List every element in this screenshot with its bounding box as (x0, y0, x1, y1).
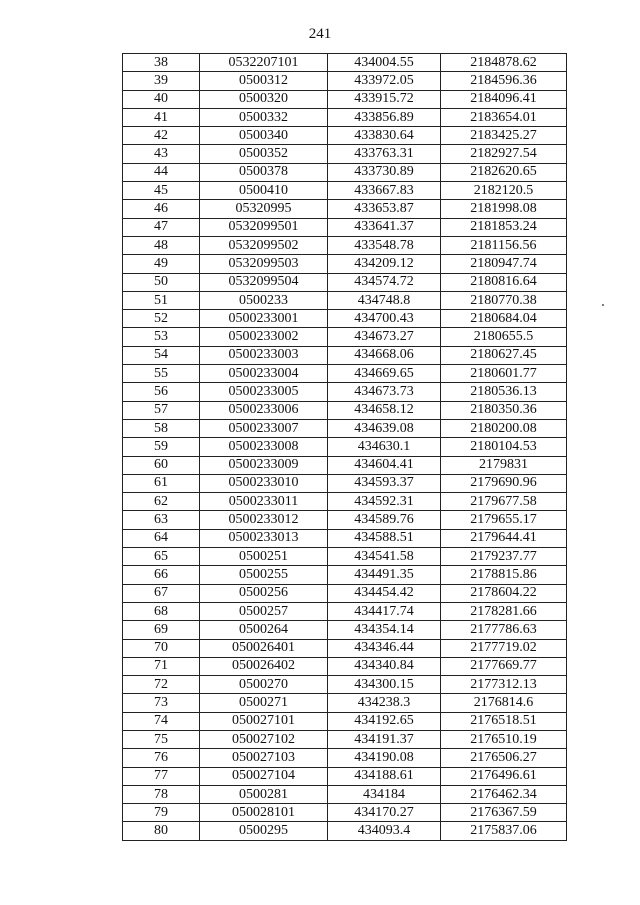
point-id-cell: 0500378 (200, 163, 328, 181)
table-row (123, 822, 567, 840)
table-row (123, 493, 567, 511)
table-row (123, 712, 567, 730)
y-coordinate-cell: 2183654.01 (441, 108, 567, 126)
x-coordinate-cell: 434541.58 (328, 548, 441, 566)
y-coordinate-cell: 2181156.56 (441, 236, 567, 254)
y-coordinate-cell: 2175837.06 (441, 822, 567, 840)
row-number-cell: 51 (123, 291, 200, 309)
table-row (123, 639, 567, 657)
y-coordinate-cell: 2179237.77 (441, 548, 567, 566)
point-id-cell: 0500233010 (200, 474, 328, 492)
table-row (123, 236, 567, 254)
point-id-cell: 0532207101 (200, 54, 328, 72)
table-row (123, 328, 567, 346)
table-row (123, 218, 567, 236)
point-id-cell: 050027103 (200, 749, 328, 767)
y-coordinate-cell: 2180200.08 (441, 419, 567, 437)
row-number-cell: 68 (123, 602, 200, 620)
point-id-cell: 0500251 (200, 548, 328, 566)
point-id-cell: 0500270 (200, 676, 328, 694)
x-coordinate-cell: 434668.06 (328, 346, 441, 364)
point-id-cell: 0500256 (200, 584, 328, 602)
table-row (123, 529, 567, 547)
table-row (123, 621, 567, 639)
y-coordinate-cell: 2176496.61 (441, 767, 567, 785)
x-coordinate-cell: 433548.78 (328, 236, 441, 254)
y-coordinate-cell: 2176367.59 (441, 804, 567, 822)
x-coordinate-cell: 434639.08 (328, 419, 441, 437)
row-number-cell: 64 (123, 529, 200, 547)
x-coordinate-cell: 434340.84 (328, 657, 441, 675)
x-coordinate-cell: 434417.74 (328, 602, 441, 620)
table-row (123, 273, 567, 291)
point-id-cell: 0500233008 (200, 438, 328, 456)
table-row (123, 785, 567, 803)
row-number-cell: 69 (123, 621, 200, 639)
point-id-cell: 0500233012 (200, 511, 328, 529)
point-id-cell: 0500410 (200, 182, 328, 200)
table-row (123, 419, 567, 437)
y-coordinate-cell: 2176814.6 (441, 694, 567, 712)
x-coordinate-cell: 434170.27 (328, 804, 441, 822)
y-coordinate-cell: 2180627.45 (441, 346, 567, 364)
point-id-cell: 0500340 (200, 127, 328, 145)
point-id-cell: 0500264 (200, 621, 328, 639)
row-number-cell: 50 (123, 273, 200, 291)
point-id-cell: 050026401 (200, 639, 328, 657)
row-number-cell: 70 (123, 639, 200, 657)
y-coordinate-cell: 2176506.27 (441, 749, 567, 767)
table-row (123, 127, 567, 145)
page-number: 241 (308, 26, 332, 42)
x-coordinate-cell: 434589.76 (328, 511, 441, 529)
point-id-cell: 0500233002 (200, 328, 328, 346)
row-number-cell: 73 (123, 694, 200, 712)
row-number-cell: 65 (123, 548, 200, 566)
y-coordinate-cell: 2179690.96 (441, 474, 567, 492)
table-row (123, 474, 567, 492)
point-id-cell: 0500257 (200, 602, 328, 620)
row-number-cell: 43 (123, 145, 200, 163)
row-number-cell: 40 (123, 90, 200, 108)
row-number-cell: 67 (123, 584, 200, 602)
point-id-cell: 05320995 (200, 200, 328, 218)
point-id-cell: 0500233006 (200, 401, 328, 419)
point-id-cell: 0532099501 (200, 218, 328, 236)
point-id-cell: 0500312 (200, 72, 328, 90)
point-id-cell: 050026402 (200, 657, 328, 675)
y-coordinate-cell: 2179831 (441, 456, 567, 474)
x-coordinate-cell: 433641.37 (328, 218, 441, 236)
y-coordinate-cell: 2177312.13 (441, 676, 567, 694)
x-coordinate-cell: 434354.14 (328, 621, 441, 639)
row-number-cell: 48 (123, 236, 200, 254)
x-coordinate-cell: 433763.31 (328, 145, 441, 163)
point-id-cell: 0532099503 (200, 255, 328, 273)
table-row (123, 676, 567, 694)
row-number-cell: 47 (123, 218, 200, 236)
row-number-cell: 62 (123, 493, 200, 511)
point-id-cell: 0500233 (200, 291, 328, 309)
y-coordinate-cell: 2176518.51 (441, 712, 567, 730)
table-row (123, 383, 567, 401)
row-number-cell: 63 (123, 511, 200, 529)
x-coordinate-cell: 433653.87 (328, 200, 441, 218)
point-id-cell: 050027102 (200, 730, 328, 748)
point-id-cell: 0500233011 (200, 493, 328, 511)
x-coordinate-cell: 433915.72 (328, 90, 441, 108)
point-id-cell: 0500281 (200, 785, 328, 803)
point-id-cell: 0500233001 (200, 310, 328, 328)
point-id-cell: 050027101 (200, 712, 328, 730)
table-row (123, 401, 567, 419)
table-row (123, 804, 567, 822)
row-number-cell: 58 (123, 419, 200, 437)
point-id-cell: 0500295 (200, 822, 328, 840)
table-row (123, 767, 567, 785)
row-number-cell: 77 (123, 767, 200, 785)
point-id-cell: 0500233007 (200, 419, 328, 437)
y-coordinate-cell: 2180655.5 (441, 328, 567, 346)
y-coordinate-cell: 2184596.36 (441, 72, 567, 90)
y-coordinate-cell: 2180601.77 (441, 365, 567, 383)
x-coordinate-cell: 434673.73 (328, 383, 441, 401)
x-coordinate-cell: 433667.83 (328, 182, 441, 200)
x-coordinate-cell: 434593.37 (328, 474, 441, 492)
y-coordinate-cell: 2177719.02 (441, 639, 567, 657)
row-number-cell: 76 (123, 749, 200, 767)
point-id-cell: 0500332 (200, 108, 328, 126)
point-id-cell: 0500255 (200, 566, 328, 584)
row-number-cell: 38 (123, 54, 200, 72)
coordinates-table (122, 53, 567, 841)
x-coordinate-cell: 434658.12 (328, 401, 441, 419)
x-coordinate-cell: 433856.89 (328, 108, 441, 126)
y-coordinate-cell: 2177669.77 (441, 657, 567, 675)
point-id-cell: 0532099504 (200, 273, 328, 291)
x-coordinate-cell: 434700.43 (328, 310, 441, 328)
x-coordinate-cell: 434491.35 (328, 566, 441, 584)
row-number-cell: 44 (123, 163, 200, 181)
point-id-cell: 0532099502 (200, 236, 328, 254)
table-row (123, 200, 567, 218)
x-coordinate-cell: 434673.27 (328, 328, 441, 346)
table-row (123, 54, 567, 72)
row-number-cell: 49 (123, 255, 200, 273)
point-id-cell: 0500233003 (200, 346, 328, 364)
x-coordinate-cell: 434574.72 (328, 273, 441, 291)
row-number-cell: 41 (123, 108, 200, 126)
row-number-cell: 59 (123, 438, 200, 456)
table-row (123, 346, 567, 364)
y-coordinate-cell: 2183425.27 (441, 127, 567, 145)
x-coordinate-cell: 433730.89 (328, 163, 441, 181)
x-coordinate-cell: 434630.1 (328, 438, 441, 456)
point-id-cell: 0500233005 (200, 383, 328, 401)
table-row (123, 584, 567, 602)
table-row (123, 511, 567, 529)
point-id-cell: 0500352 (200, 145, 328, 163)
row-number-cell: 75 (123, 730, 200, 748)
row-number-cell: 66 (123, 566, 200, 584)
row-number-cell: 39 (123, 72, 200, 90)
row-number-cell: 54 (123, 346, 200, 364)
table-row (123, 182, 567, 200)
x-coordinate-cell: 434592.31 (328, 493, 441, 511)
x-coordinate-cell: 434748.8 (328, 291, 441, 309)
y-coordinate-cell: 2182927.54 (441, 145, 567, 163)
row-number-cell: 42 (123, 127, 200, 145)
x-coordinate-cell: 434190.08 (328, 749, 441, 767)
table-row (123, 566, 567, 584)
y-coordinate-cell: 2180684.04 (441, 310, 567, 328)
y-coordinate-cell: 2184878.62 (441, 54, 567, 72)
table-row (123, 108, 567, 126)
y-coordinate-cell: 2178281.66 (441, 602, 567, 620)
y-coordinate-cell: 2178604.22 (441, 584, 567, 602)
table-body (123, 54, 567, 841)
y-coordinate-cell: 2180350.36 (441, 401, 567, 419)
y-coordinate-cell: 2176462.34 (441, 785, 567, 803)
y-coordinate-cell: 2176510.19 (441, 730, 567, 748)
row-number-cell: 74 (123, 712, 200, 730)
table-row (123, 438, 567, 456)
y-coordinate-cell: 2182120.5 (441, 182, 567, 200)
y-coordinate-cell: 2179655.17 (441, 511, 567, 529)
row-number-cell: 72 (123, 676, 200, 694)
x-coordinate-cell: 434188.61 (328, 767, 441, 785)
point-id-cell: 0500320 (200, 90, 328, 108)
x-coordinate-cell: 433972.05 (328, 72, 441, 90)
table-row (123, 548, 567, 566)
x-coordinate-cell: 434346.44 (328, 639, 441, 657)
point-id-cell: 0500233013 (200, 529, 328, 547)
row-number-cell: 55 (123, 365, 200, 383)
y-coordinate-cell: 2180536.13 (441, 383, 567, 401)
y-coordinate-cell: 2178815.86 (441, 566, 567, 584)
x-coordinate-cell: 434184 (328, 785, 441, 803)
table-row (123, 163, 567, 181)
x-coordinate-cell: 434588.51 (328, 529, 441, 547)
row-number-cell: 78 (123, 785, 200, 803)
x-coordinate-cell: 434093.4 (328, 822, 441, 840)
y-coordinate-cell: 2180947.74 (441, 255, 567, 273)
y-coordinate-cell: 2180816.64 (441, 273, 567, 291)
table-row (123, 749, 567, 767)
y-coordinate-cell: 2184096.41 (441, 90, 567, 108)
table-row (123, 72, 567, 90)
row-number-cell: 71 (123, 657, 200, 675)
y-coordinate-cell: 2177786.63 (441, 621, 567, 639)
x-coordinate-cell: 434604.41 (328, 456, 441, 474)
row-number-cell: 53 (123, 328, 200, 346)
table-row (123, 310, 567, 328)
x-coordinate-cell: 434454.42 (328, 584, 441, 602)
row-number-cell: 56 (123, 383, 200, 401)
y-coordinate-cell: 2181998.08 (441, 200, 567, 218)
row-number-cell: 45 (123, 182, 200, 200)
table-row (123, 365, 567, 383)
table-row (123, 456, 567, 474)
x-coordinate-cell: 434209.12 (328, 255, 441, 273)
table-row (123, 145, 567, 163)
y-coordinate-cell: 2179644.41 (441, 529, 567, 547)
row-number-cell: 79 (123, 804, 200, 822)
x-coordinate-cell: 434191.37 (328, 730, 441, 748)
point-id-cell: 050028101 (200, 804, 328, 822)
row-number-cell: 57 (123, 401, 200, 419)
row-number-cell: 52 (123, 310, 200, 328)
scan-speck (602, 304, 604, 306)
y-coordinate-cell: 2180770.38 (441, 291, 567, 309)
y-coordinate-cell: 2181853.24 (441, 218, 567, 236)
row-number-cell: 60 (123, 456, 200, 474)
row-number-cell: 80 (123, 822, 200, 840)
x-coordinate-cell: 434300.15 (328, 676, 441, 694)
x-coordinate-cell: 434238.3 (328, 694, 441, 712)
table-row (123, 694, 567, 712)
x-coordinate-cell: 434669.65 (328, 365, 441, 383)
table-row (123, 90, 567, 108)
x-coordinate-cell: 434004.55 (328, 54, 441, 72)
table-row (123, 657, 567, 675)
point-id-cell: 0500233004 (200, 365, 328, 383)
x-coordinate-cell: 434192.65 (328, 712, 441, 730)
point-id-cell: 0500271 (200, 694, 328, 712)
point-id-cell: 0500233009 (200, 456, 328, 474)
table-row (123, 730, 567, 748)
point-id-cell: 050027104 (200, 767, 328, 785)
table-row (123, 291, 567, 309)
table-row (123, 255, 567, 273)
y-coordinate-cell: 2182620.65 (441, 163, 567, 181)
table-row (123, 602, 567, 620)
y-coordinate-cell: 2180104.53 (441, 438, 567, 456)
y-coordinate-cell: 2179677.58 (441, 493, 567, 511)
row-number-cell: 61 (123, 474, 200, 492)
x-coordinate-cell: 433830.64 (328, 127, 441, 145)
row-number-cell: 46 (123, 200, 200, 218)
